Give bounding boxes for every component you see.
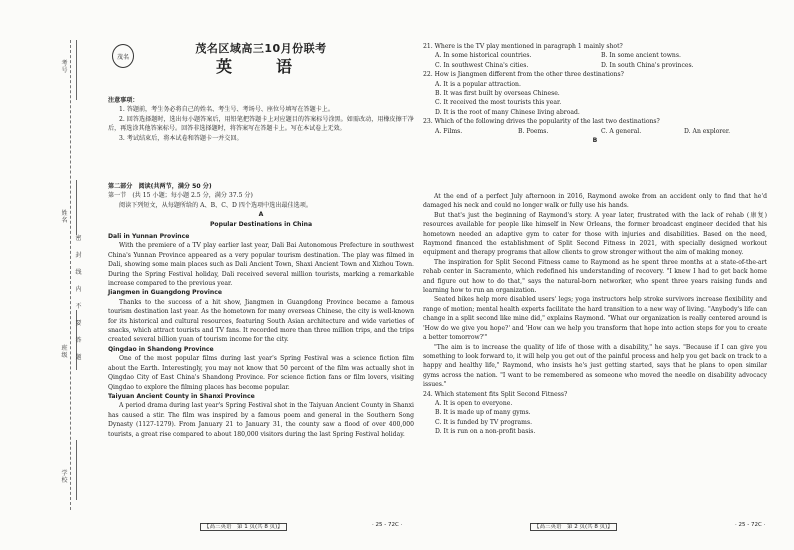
subject-title: 英 语 <box>215 57 306 76</box>
paragraph: But that's just the beginning of Raymond's story. A year later, frustrated with the lack of rehab (康复) resources available for people like himself in New Orleans, the former broadcast engineer decided that his hometown needed an adaptive gym to cater for those with injuries and disabilities. Based on the need, Raymond financed the establishment of Split Second Fitness in 2021, with specially designed workout equipment and therapy programs that allow clients to grow stronger without the aim of making money. <box>423 211 767 257</box>
destination-heading: Taiyuan Ancient County in Shanxi Province <box>108 392 255 400</box>
note-item: 2. 回答选择题时，选出每小题答案后，用铅笔把答题卡上对应题目的答案标号涂黑。如需改动，用橡皮擦干净后，再选涂其他答案标号。回答非选择题时，将答案写在答题卡上。写在本试卷上无效。 <box>108 115 414 133</box>
option[interactable]: A. Films. <box>435 127 463 135</box>
section-heading: 第一节 (共 15 小题；每小题 2.5 分，满分 37.5 分) <box>108 192 253 200</box>
question-options <box>423 127 767 136</box>
passage-label-b: B <box>592 137 598 145</box>
passage-label-a: A <box>258 211 264 219</box>
footer-left: 【高三英语 第 1 页(共 8 页)】 <box>200 522 287 530</box>
name-label: 姓名 <box>61 210 68 224</box>
destination-heading: Jiangmen in Guangdong Province <box>108 289 222 297</box>
option[interactable]: C. It is funded by TV programs. <box>435 418 533 426</box>
question-options <box>423 80 767 118</box>
paragraph: At the end of a perfect July afternoon in 2016, Raymond awoke from an accident only to find that he'd damaged his neck and could no longer walk or fully use his hands. <box>423 193 767 210</box>
option[interactable]: B. In some ancient towns. <box>601 52 681 60</box>
option[interactable]: B. It was first built by overseas Chinese. <box>435 90 560 98</box>
class-label: 班级 <box>61 345 68 359</box>
exam-title: 茂名区域高三10月份联考 <box>195 42 327 55</box>
option[interactable]: A. It is a popular attraction. <box>435 80 521 88</box>
paragraph: Seated bikes help more disabled users' legs; yoga instructors help stroke survivors increase flexibility and range of motion; mental health experts facilitate the hard transition to a new way of living. "Anybody's life can change in a split second like mine did," explains Raymond. "What our organization is really centered around is 'How do we give you hope?' and 'How can we help you transform that hope into action steps for you to create a better tomorrow?'" <box>423 296 767 342</box>
destination-text: With the premiere of a TV play earlier last year, Dali Bai Autonomous Prefecture in southwest China's Yunnan Province appeared as a very popular tourism destination. The play was filmed in Dali, showing some main places such as Dali Ancient Town, Shaxi Ancient Town and Xizhou Town. During the Spring Festival holiday, Dali received several million tourists, marking a remarkable increase compared to the previous year. <box>108 242 414 288</box>
destination-text: A period drama during last year's Spring Festival shot in the Taiyuan Ancient County in Shanxi has caused a stir. The film was inspired by a famous poem and general in the Southern Song Dynasty (1127-1279). From January 21 to January 31, the county saw a flood of over 400,000 tourists, a great rise compared to about 180,000 visitors during the last Spring Festival holiday. <box>108 402 414 438</box>
questions-21-23 <box>423 42 767 145</box>
option[interactable]: D. It is run on a non-profit basis. <box>435 428 536 436</box>
option[interactable]: B. It is made up of many gyms. <box>435 409 531 417</box>
paragraph: "The aim is to increase the quality of life of those with a disability," he says. "Because if I can give you something to look forward to, it will help you get out of the painful process and help you get back on track to a happy and healthy life," Raymond, who insists he's just getting started, says that he plans to open similar gyms across the nation. "I want to be remembered as someone who moved the needle on disability advocacy issues." <box>423 343 767 389</box>
notes-block <box>108 96 414 143</box>
school-field[interactable] <box>76 440 78 500</box>
instruction: 阅读下列短文，从每题所给的 A、B、C、D 四个选项中选出最佳选项。 <box>119 201 312 209</box>
destination-text: One of the most popular films during last year's Spring Festival was a science fiction film about the Earth. Interestingly, you may not know that 50 percent of the film was actually shot in Qingdao City of East China's Shandong Province. For science fiction fans or film lovers, visiting Qingdao to explore the filming places has become popular. <box>108 355 414 391</box>
passage-b <box>423 192 767 437</box>
option[interactable]: D. It is the root of many Chinese living abroad. <box>435 108 580 116</box>
seal-text: 密 封 线 内 不 要 答 题 <box>75 235 82 361</box>
question-options <box>423 399 767 437</box>
part2-heading: 第二部分 阅读(共两节，满分 50 分) <box>108 183 212 190</box>
note-item: 1. 答题前，考生务必将自己的姓名、考生号、考场号、座位号填写在答题卡上。 <box>119 106 334 114</box>
name-field[interactable] <box>76 180 78 235</box>
option[interactable]: C. In southwest China's cities. <box>435 61 529 69</box>
option[interactable]: D. In south China's provinces. <box>601 61 694 69</box>
question-stem: 21. Where is the TV play mentioned in paragraph 1 mainly shot? <box>423 43 623 50</box>
kaohao-field[interactable] <box>76 40 78 100</box>
question-stem: 24. Which statement fits Split Second Fitness? <box>423 390 568 398</box>
destination-heading: Dali in Yunnan Province <box>108 233 190 240</box>
question-stem: 23. Which of the following drives the popularity of the last two destinations? <box>423 118 660 126</box>
footer-left-code: · 25 - 72C · <box>372 522 403 528</box>
kaohao-label: 考号 <box>61 60 68 74</box>
footer-right: 【高三英语 第 2 页(共 8 页)】 <box>530 522 617 530</box>
seal-line <box>70 40 71 510</box>
school-label: 学校 <box>61 470 68 484</box>
option[interactable]: A. In some historical countries. <box>435 52 532 60</box>
question-stem: 22. How is Jiangmen different from the other three destinations? <box>423 71 624 79</box>
option[interactable]: B. Poems. <box>518 127 549 135</box>
notes-heading: 注意事项： <box>108 97 139 104</box>
paragraph: The inspiration for Split Second Fitness came to Raymond as he spent three months at a state-of-the-art rehab center in Sacramento, which redefined his understanding of recovery. "I knew I had to get back home and figure out how to do that," says the natural-born networker, who spent three years raising funds and learning how to run an organization. <box>423 258 767 295</box>
option[interactable]: D. An explorer. <box>684 127 731 135</box>
destination-text: Thanks to the success of a hit show, Jiangmen in Guangdong Province became a famous tourism destination last year. As the hometown for many overseas Chinese, the city is well-known for its historical and cultural resources, featuring South Asian architecture and wide varieties of snacks, which attract tourists and TV fans. It recorded more than three million trips, and the trips created several billion yuan of tourism income for the city. <box>108 298 414 344</box>
part2-block <box>108 182 414 229</box>
passage-a <box>108 232 414 439</box>
note-item: 3. 考试结束后，将本试卷和答题卡一并交回。 <box>119 134 243 142</box>
school-logo-icon: 茂名 <box>112 44 134 68</box>
passage-title: Popular Destinations in China <box>209 220 313 228</box>
binding-gutter <box>0 0 92 550</box>
option[interactable]: A. It is open to everyone. <box>435 399 513 407</box>
footer-right-code: · 25 - 72C · <box>735 522 766 528</box>
destination-heading: Qingdao in Shandong Province <box>108 345 214 353</box>
option[interactable]: C. A general. <box>601 127 642 135</box>
option[interactable]: C. It received the most tourists this year. <box>435 99 562 107</box>
question-options <box>423 51 767 70</box>
